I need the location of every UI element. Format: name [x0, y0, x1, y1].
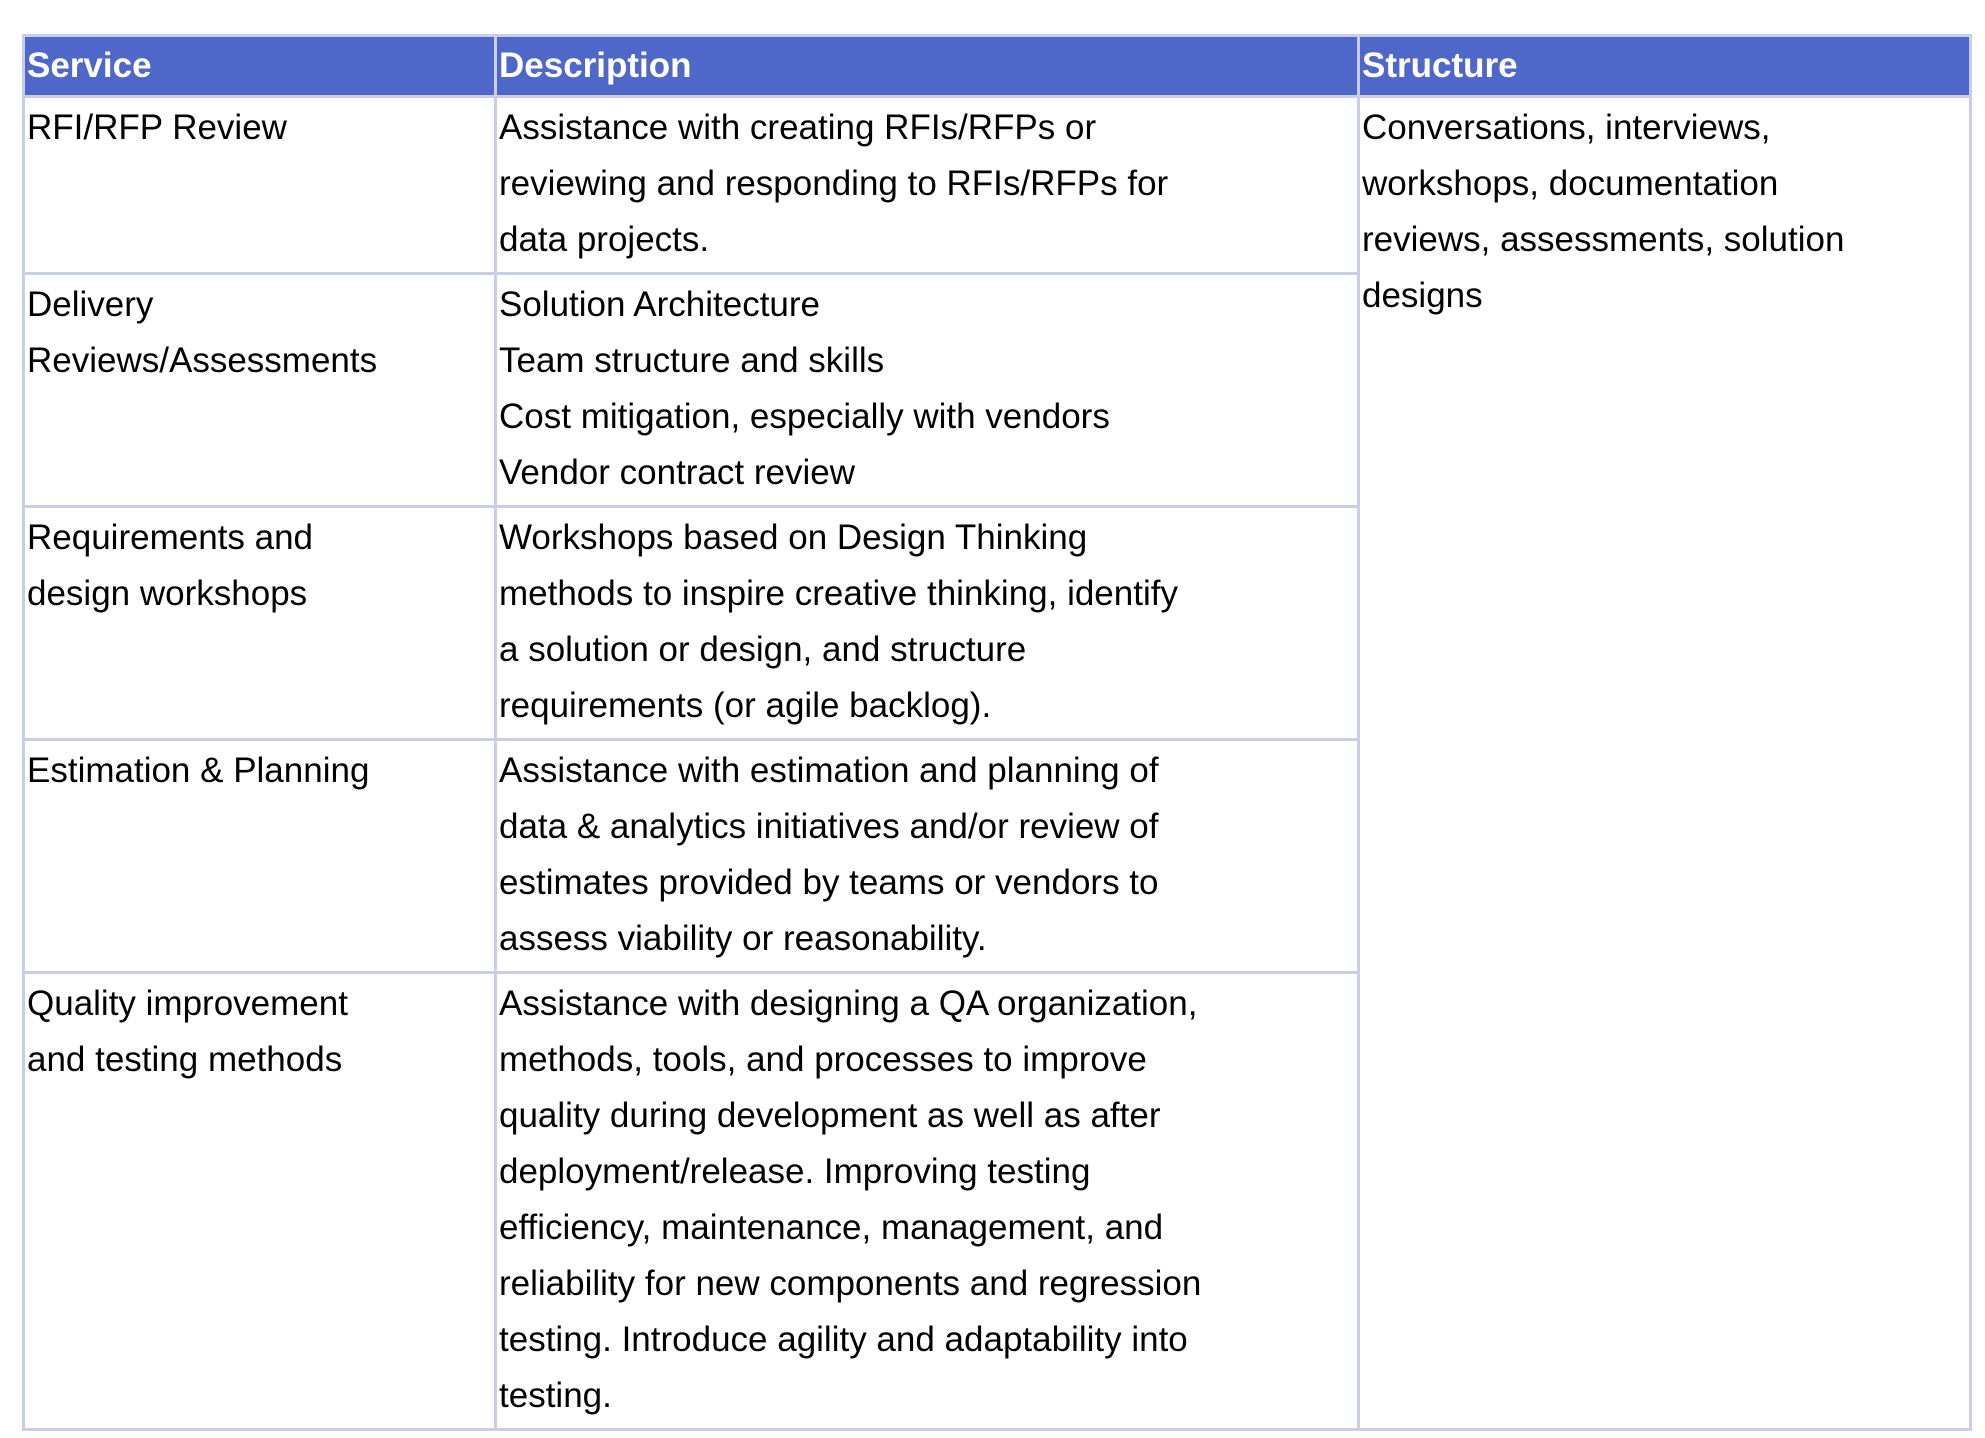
- service-cell-line: Quality improvement: [27, 984, 348, 1023]
- structure-cell-line: workshops, documentation: [1362, 164, 1779, 203]
- service-cell-line: design workshops: [27, 574, 308, 613]
- description-cell: [496, 274, 1359, 507]
- header-service: Service: [24, 36, 496, 97]
- service-cell: [24, 274, 496, 507]
- service-cell-line: Delivery: [27, 285, 154, 324]
- structure-cell-line: reviews, assessments, solution: [1362, 220, 1845, 259]
- description-cell: [496, 740, 1359, 973]
- description-cell-line: requirements (or agile backlog).: [499, 686, 992, 725]
- structure-cell: [1359, 97, 1971, 1430]
- description-cell: [496, 973, 1359, 1430]
- description-cell-line: Vendor contract review: [499, 453, 856, 492]
- service-cell-line: Reviews/Assessments: [27, 341, 378, 380]
- description-cell: [496, 507, 1359, 740]
- description-cell-line: testing. Introduce agility and adaptability into: [499, 1320, 1188, 1359]
- service-cell: [24, 973, 496, 1430]
- header-description: Description: [496, 36, 1359, 97]
- description-cell-line: data projects.: [499, 220, 710, 259]
- description-cell-line: Assistance with designing a QA organization,: [499, 984, 1198, 1023]
- description-cell-line: Solution Architecture: [499, 285, 821, 324]
- table-row: [24, 97, 1971, 274]
- structure-cell-line: Conversations, interviews,: [1362, 108, 1771, 147]
- description-cell-line: data & analytics initiatives and/or review of: [499, 807, 1159, 846]
- description-cell-line: Workshops based on Design Thinking: [499, 518, 1088, 557]
- service-cell: [24, 507, 496, 740]
- description-cell-line: quality during development as well as after: [499, 1096, 1161, 1135]
- description-cell-line: methods to inspire creative thinking, identify: [499, 574, 1178, 613]
- description-cell-line: methods, tools, and processes to improve: [499, 1040, 1147, 1079]
- description-cell-line: a solution or design, and structure: [499, 630, 1027, 669]
- description-cell-line: Assistance with creating RFIs/RFPs or: [499, 108, 1097, 147]
- service-cell: [24, 97, 496, 274]
- description-cell-line: Team structure and skills: [499, 341, 885, 380]
- service-cell-line: RFI/RFP Review: [27, 108, 287, 147]
- description-cell-line: efficiency, maintenance, management, and: [499, 1208, 1164, 1247]
- description-cell-line: deployment/release. Improving testing: [499, 1152, 1091, 1191]
- description-cell-line: Cost mitigation, especially with vendors: [499, 397, 1110, 436]
- description-cell: [496, 97, 1359, 274]
- header-row: [24, 36, 1971, 97]
- service-cell-line: and testing methods: [27, 1040, 343, 1079]
- description-cell-line: reviewing and responding to RFIs/RFPs for: [499, 164, 1169, 203]
- description-cell-line: Assistance with estimation and planning of: [499, 751, 1159, 790]
- services-table: [22, 34, 1972, 1431]
- description-cell-line: testing.: [499, 1376, 612, 1415]
- service-cell-line: Requirements and: [27, 518, 313, 557]
- service-cell: [24, 740, 496, 973]
- service-cell-line: Estimation & Planning: [27, 751, 370, 790]
- description-cell-line: reliability for new components and regression: [499, 1264, 1202, 1303]
- description-cell-line: assess viability or reasonability.: [499, 919, 987, 958]
- description-cell-line: estimates provided by teams or vendors to: [499, 863, 1159, 902]
- header-structure: Structure: [1359, 36, 1971, 97]
- structure-cell-line: designs: [1362, 276, 1483, 315]
